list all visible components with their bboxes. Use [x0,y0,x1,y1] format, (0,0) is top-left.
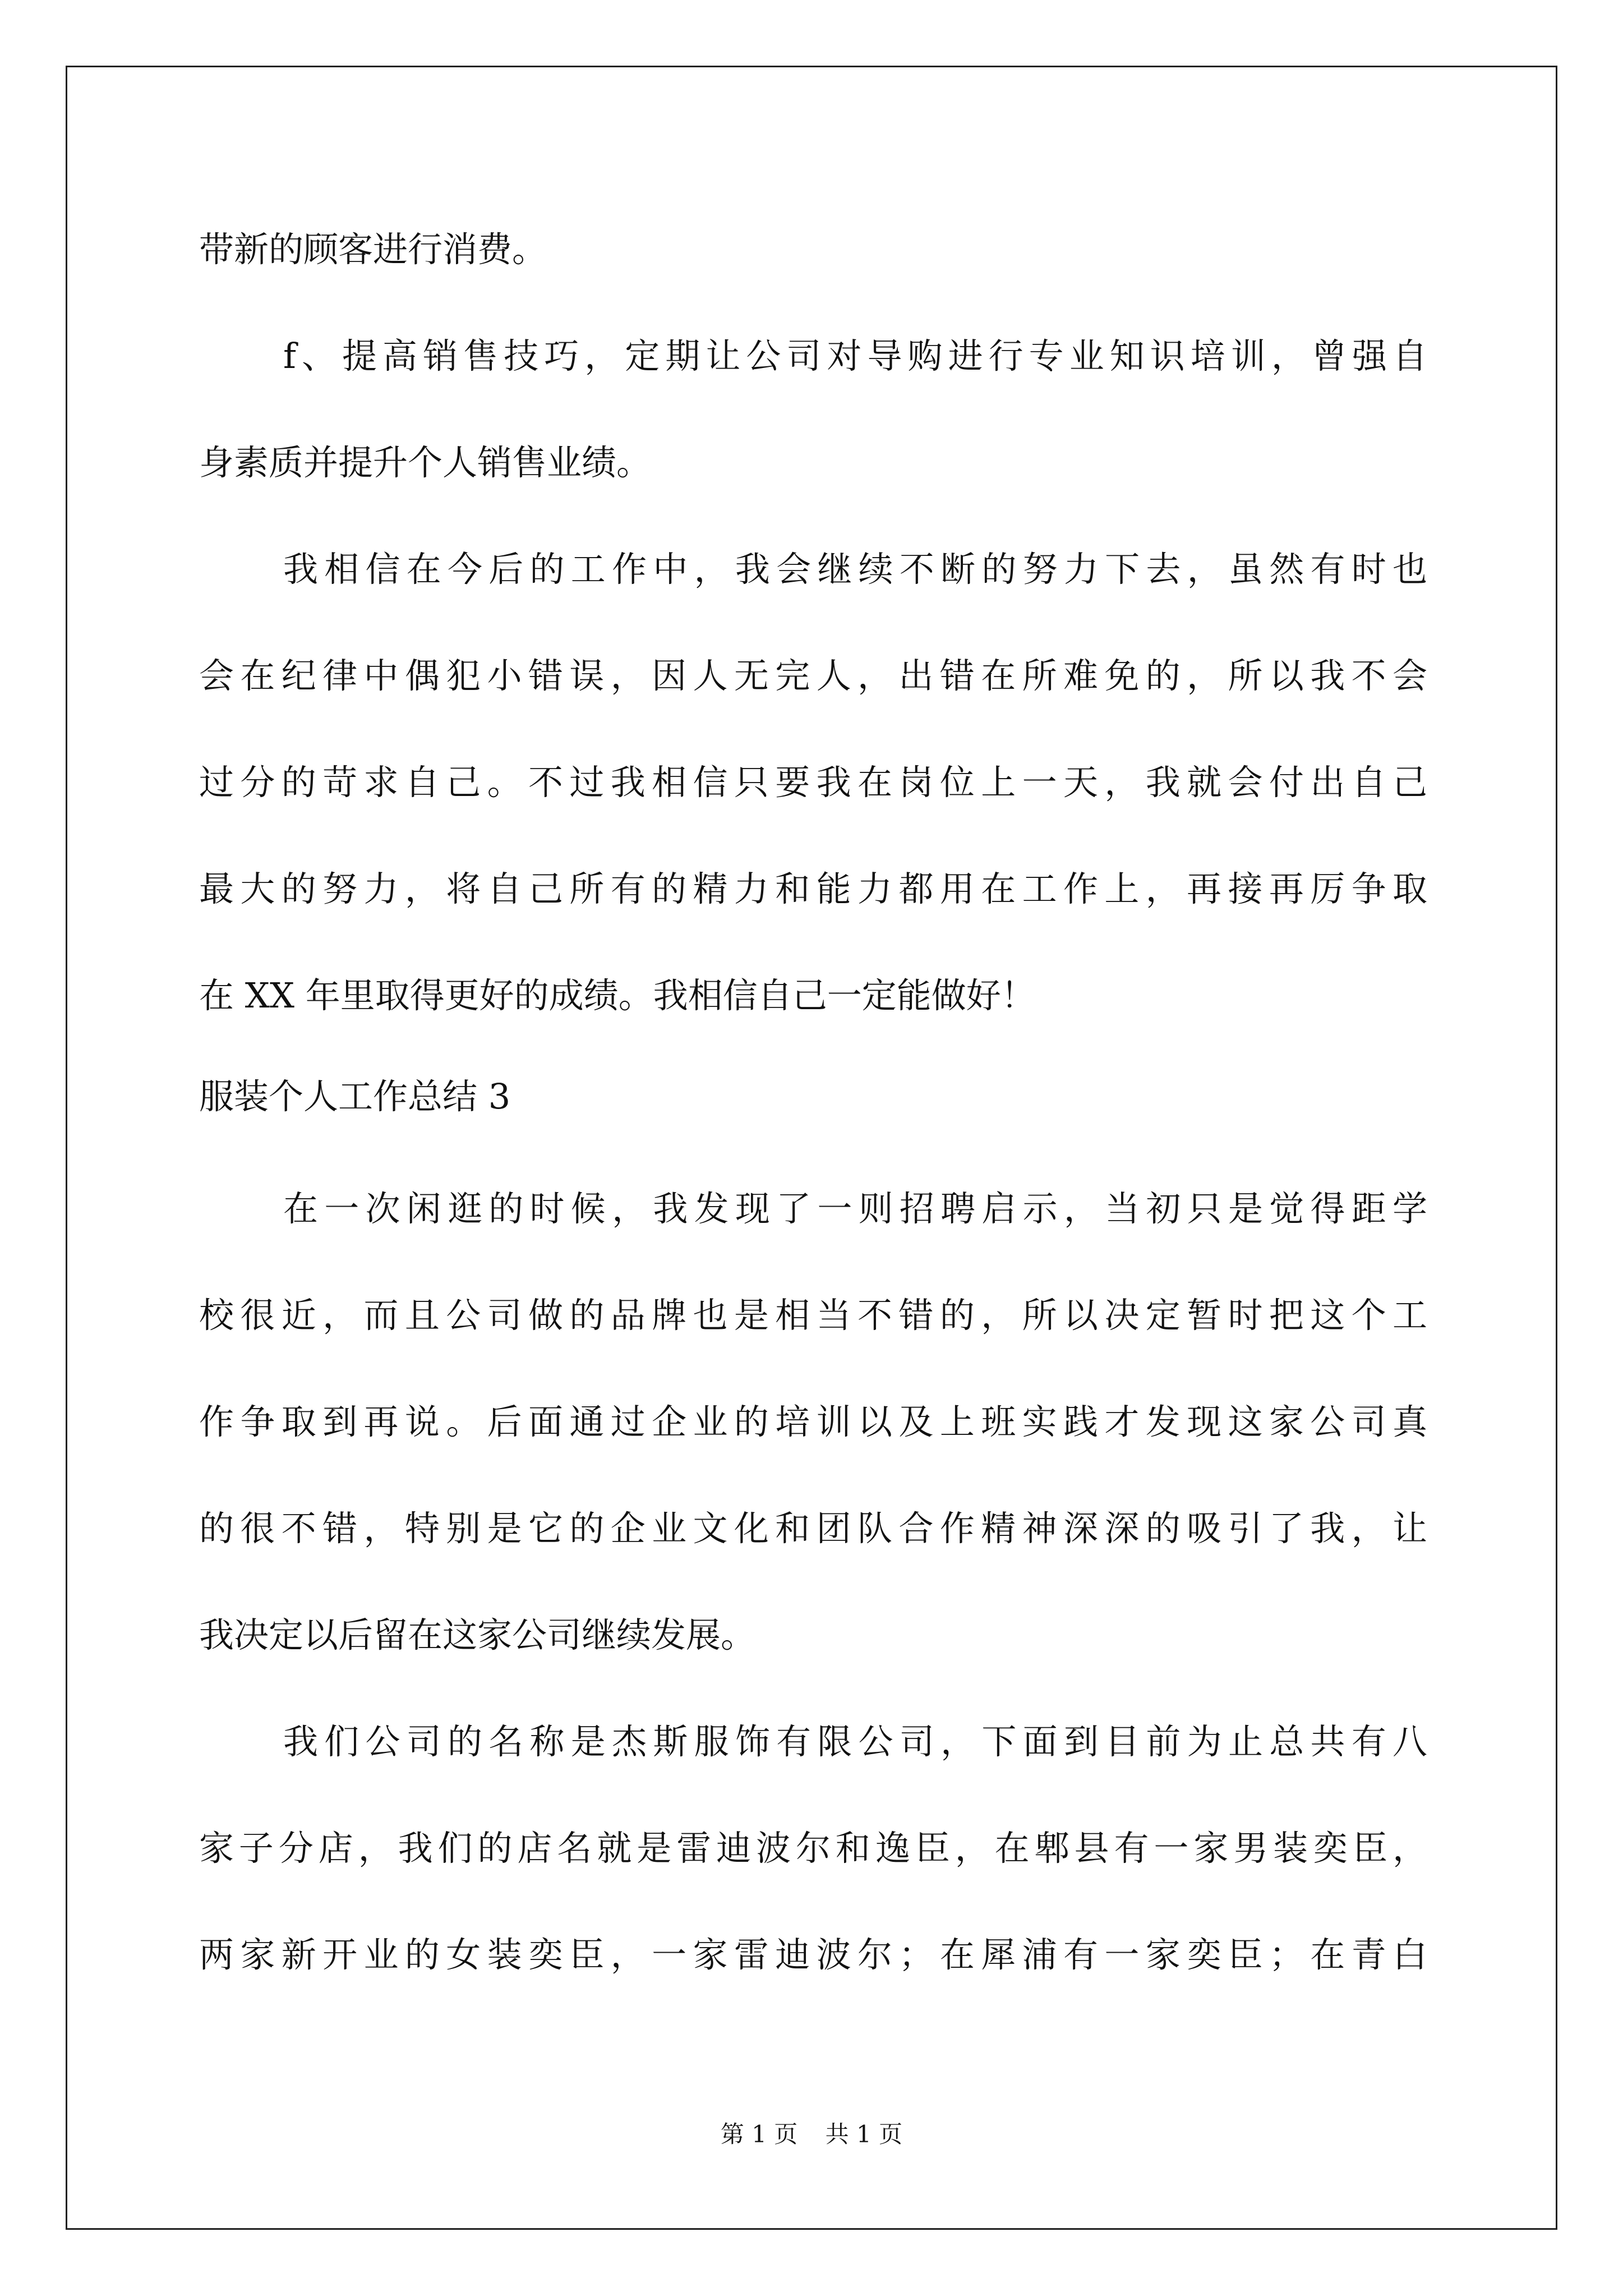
text-line: 过分的苛求自己。不过我相信只要我在岗位上一天，我就会付出自己 [199,762,1427,803]
text-line: 作争取到再说。后面通过企业的培训以及上班实践才发现这家公司真 [199,1401,1427,1442]
text-line: 家子分店，我们的店名就是雷迪波尔和逸臣，在郫县有一家男装奕臣， [199,1828,1427,1869]
text-line: 身素质并提升个人销售业绩。 [199,442,652,483]
text-line: 两家新开业的女装奕臣，一家雷迪波尔；在犀浦有一家奕臣；在青白 [199,1934,1427,1975]
text-line: 的很不错，特别是它的企业文化和团队合作精神深深的吸引了我，让 [199,1508,1427,1549]
page-total: 共 1 页 [825,2120,903,2148]
text-line: 校很近，而且公司做的品牌也是相当不错的，所以决定暂时把这个工 [199,1295,1427,1336]
page-border [66,66,1557,2230]
text-line: 我决定以后留在这家公司继续发展。 [199,1614,756,1655]
text-line: 最大的努力，将自己所有的精力和能力都用在工作上，再接再厉争取 [199,868,1427,909]
section-heading: 服装个人工作总结 3 [199,1076,511,1117]
paragraph-first-line: 我相信在今后的工作中，我会继续不断的努力下去，虽然有时也 [283,549,1427,590]
paragraph-first-line: 我们公司的名称是杰斯服饰有限公司，下面到目前为止总共有八 [283,1721,1427,1762]
paragraph-first-line: 在一次闲逛的时候，我发现了一则招聘启示，当初只是觉得距学 [283,1188,1427,1229]
text-line: 会在纪律中偶犯小错误，因人无完人，出错在所难免的，所以我不会 [199,655,1427,696]
text-line: 带新的顾客进行消费。 [199,229,547,270]
page-number: 第 1 页 [720,2120,798,2148]
page-footer [0,2118,1623,2151]
text-line: 在 XX 年里取得更好的成绩。我相信自己一定能做好！ [199,975,1036,1016]
paragraph-first-line: f、提高销售技巧，定期让公司对导购进行专业知识培训，曾强自 [283,335,1427,376]
